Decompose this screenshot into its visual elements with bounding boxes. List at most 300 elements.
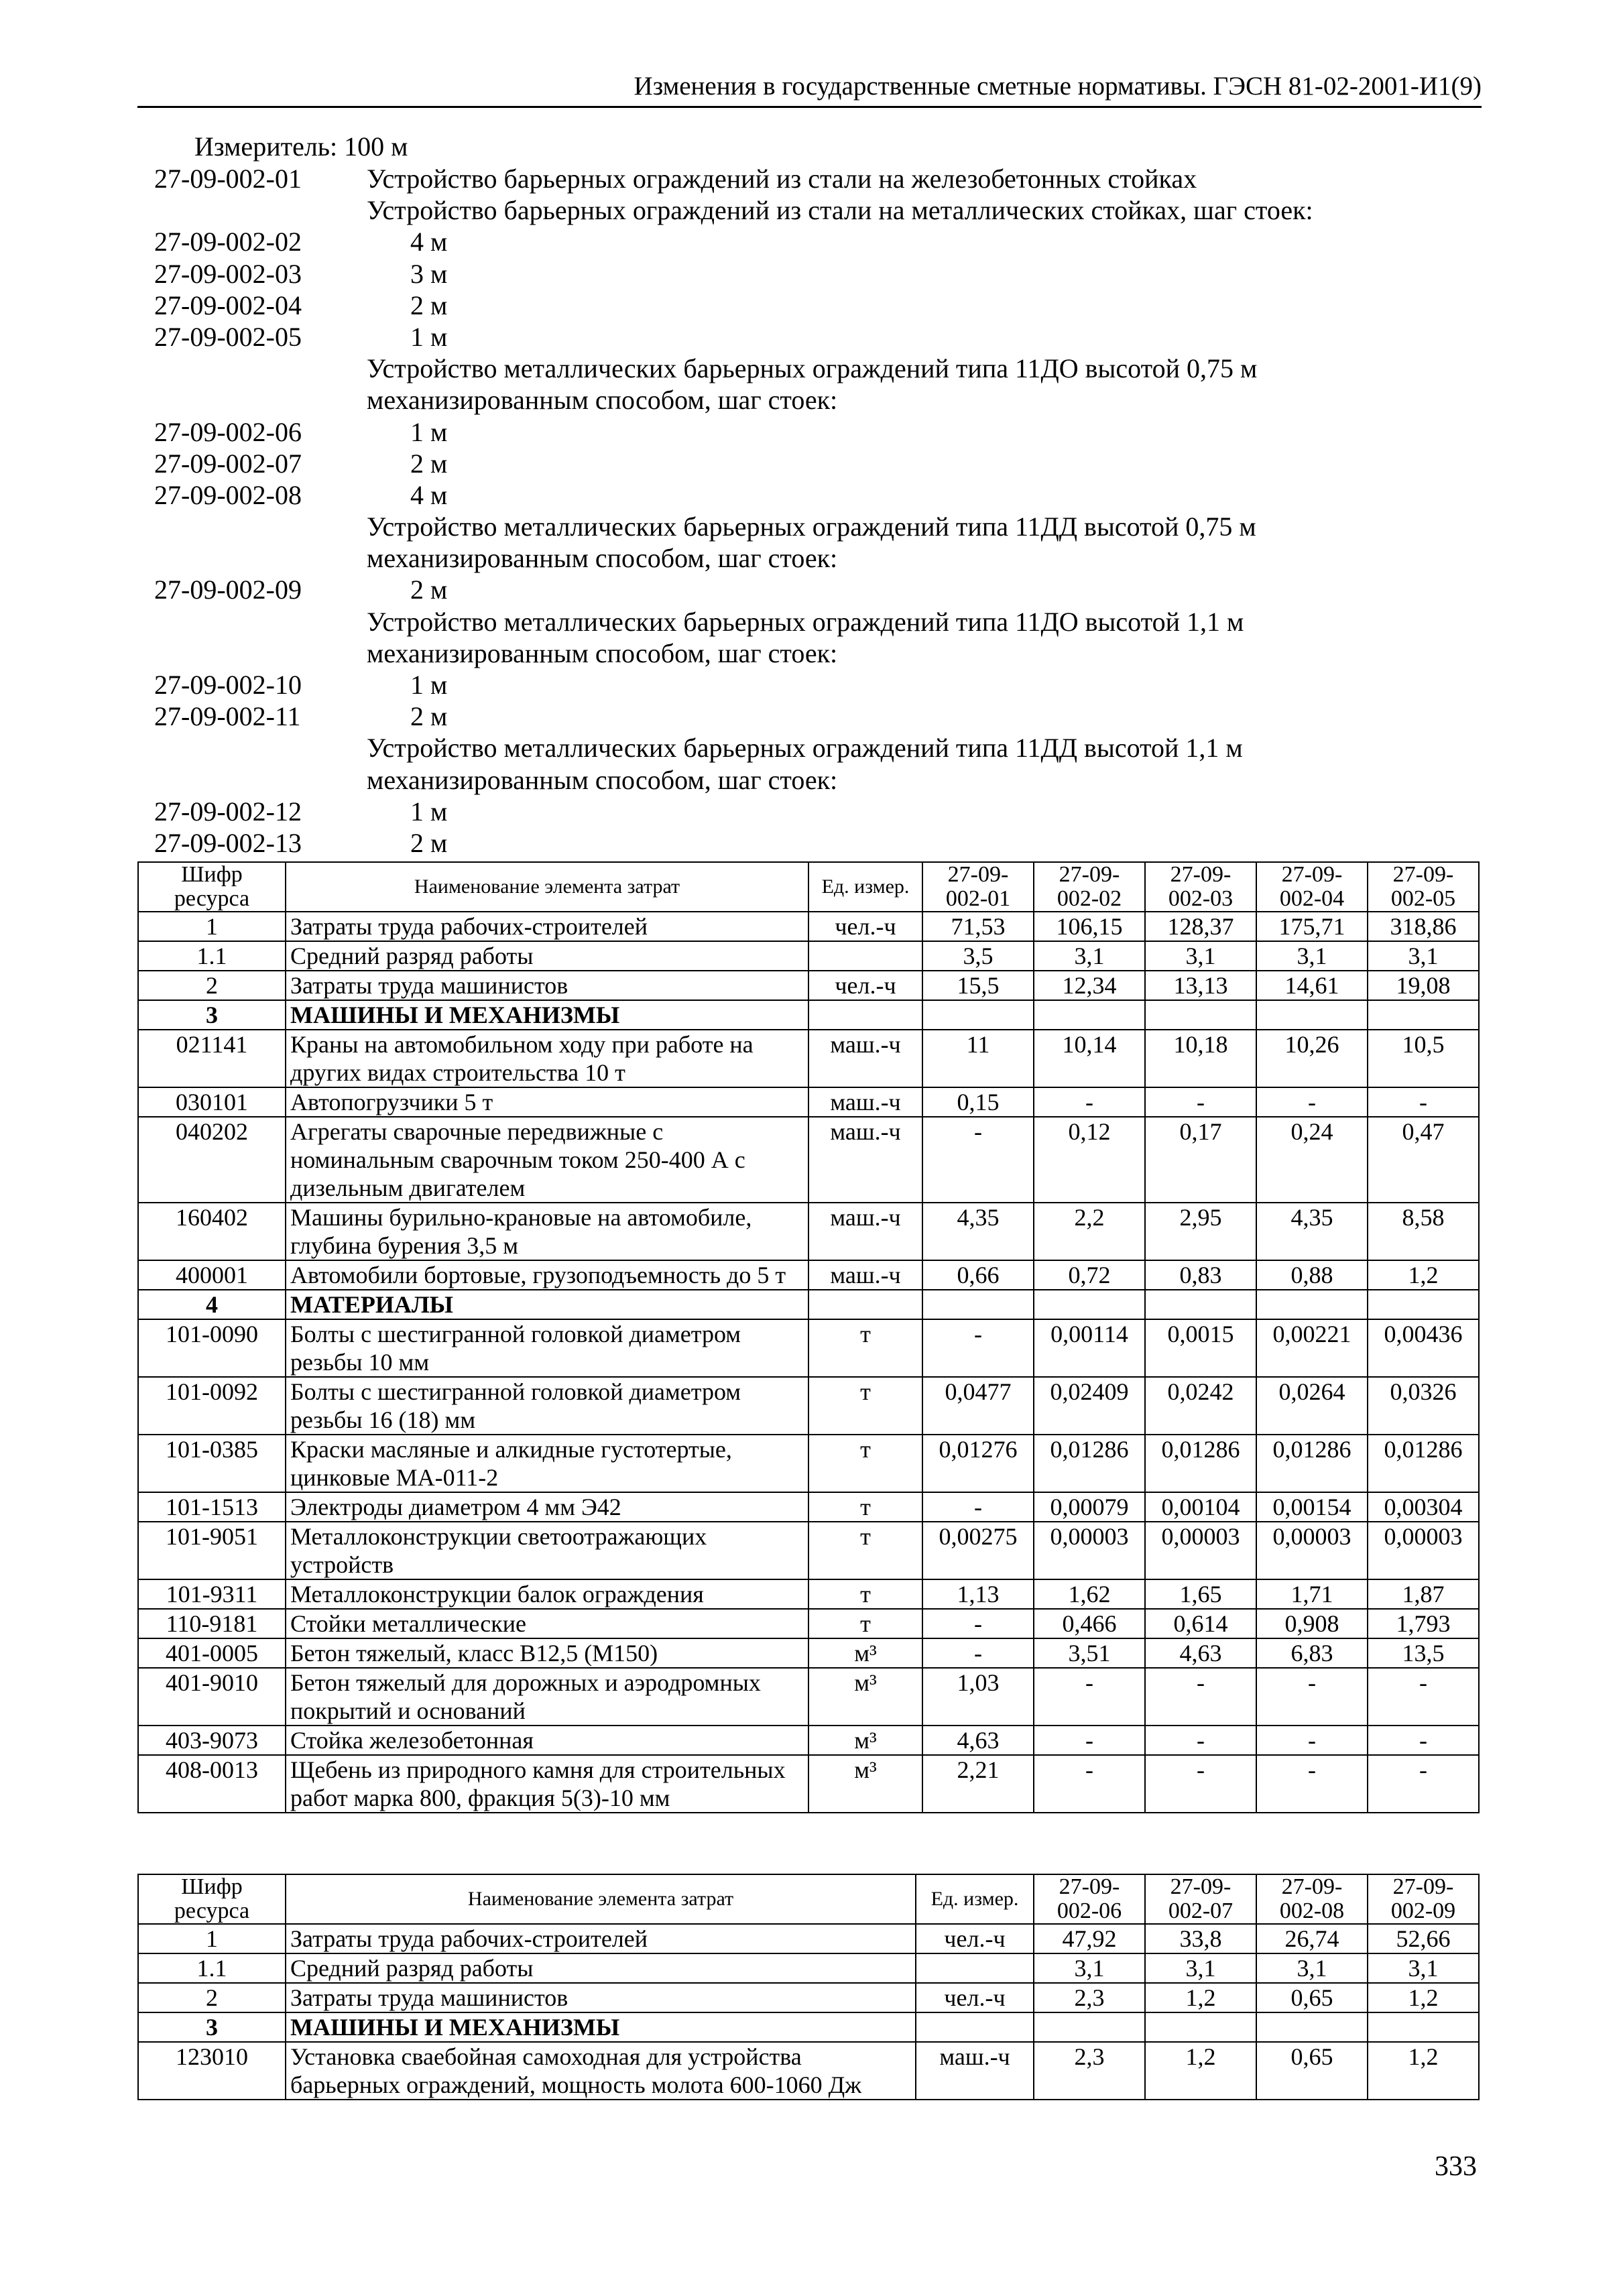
step-value: 1 м [410,670,448,700]
norm-value: 0,00104 [1145,1492,1256,1522]
norm-code [154,353,345,384]
step-value: 2 м [410,575,448,605]
resource-unit: т [808,1609,922,1638]
norm-value: 0,0242 [1145,1377,1256,1435]
code-line [154,194,1428,226]
norm-value: 0,00003 [1145,1522,1256,1579]
table-row [138,1638,1479,1668]
resource-unit: т [808,1579,922,1609]
table-row [138,1377,1479,1435]
table-row [138,1726,1479,1755]
resource-code: 401-0005 [138,1638,286,1668]
resource-unit: т [808,1492,922,1522]
norm-value: 3,1 [1145,941,1256,971]
code-line [154,416,1428,448]
code-line [154,479,1428,511]
resource-name: Затраты труда рабочих-строителей [286,1924,916,1953]
norm-value: 11 [922,1030,1034,1087]
resource-unit: м³ [808,1726,922,1755]
norm-code: 27-09-002-06 [154,416,302,447]
norm-code [154,194,345,226]
norm-value: - [922,1492,1034,1522]
norm-value: 1,793 [1368,1609,1479,1638]
resource-unit: маш.-ч [808,1117,922,1203]
resource-name: МАТЕРИАЛЫ [286,1290,808,1319]
norm-value: - [1368,1755,1479,1813]
norm-code: 27-09-002-04 [154,290,302,320]
header-row [138,1874,1479,1924]
norm-value [1368,1290,1479,1319]
resource-code: 408-0013 [138,1755,286,1813]
table-row [138,1203,1479,1260]
norm-value: 4,63 [922,1726,1034,1755]
norm-value: 0,0326 [1368,1377,1479,1435]
resource-name: Щебень из природного камня для строительных работ марка 800, фракция 5(3)-10 мм [286,1755,808,1813]
table-header [138,1874,1479,1924]
resource-unit: м³ [808,1755,922,1813]
work-title: Устройство металлических барьерных ограждений типа 11ДО высотой 1,1 м [367,606,1244,637]
norm-value: 2,95 [1145,1203,1256,1260]
resource-code: 403-9073 [138,1726,286,1755]
header-row [138,862,1479,912]
norm-value: 175,71 [1256,912,1368,941]
resource-code: 101-1513 [138,1492,286,1522]
norm-value: 0,01286 [1034,1435,1145,1492]
table-row [138,1030,1479,1087]
norm-value [922,1000,1034,1030]
resource-unit: чел.-ч [916,1983,1034,2012]
norm-value: - [922,1609,1034,1638]
norm-value: 1,2 [1368,2042,1479,2100]
resource-name: МАШИНЫ И МЕХАНИЗМЫ [286,2012,916,2042]
table-row [138,971,1479,1000]
step-value: 4 м [410,227,448,257]
resource-unit [808,1290,922,1319]
resource-unit: чел.-ч [808,912,922,941]
section-row [138,2012,1479,2042]
resource-unit: т [808,1377,922,1435]
resource-code: 400001 [138,1260,286,1290]
norm-value: 0,01286 [1256,1435,1368,1492]
code-line [154,226,1428,257]
norm-value: 1,71 [1256,1579,1368,1609]
code-line [154,796,1428,827]
norm-code: 27-09-002-05 [154,321,302,352]
resource-unit [808,1000,922,1030]
norm-value: 10,14 [1034,1030,1145,1087]
norm-value: 14,61 [1256,971,1368,1000]
norm-value [1256,2012,1368,2042]
work-title: механизированным способом, шаг стоек: [367,638,838,668]
code-line [154,638,1428,669]
norm-value: 10,5 [1368,1030,1479,1087]
resource-code: 2 [138,971,286,1000]
table-row [138,1492,1479,1522]
norm-value: 128,37 [1145,912,1256,941]
norm-value: 0,466 [1034,1609,1145,1638]
resource-code: 101-9311 [138,1579,286,1609]
col-header-norm: 27-09-002-01 [922,862,1034,912]
norm-value: - [1256,1755,1368,1813]
step-value: 1 м [410,416,448,447]
norm-code: 27-09-002-01 [154,164,302,194]
resource-name: Автопогрузчики 5 т [286,1087,808,1117]
norm-value: 1,03 [922,1668,1034,1726]
resource-name: Краны на автомобильном ходу при работе на других видах строительства 10 т [286,1030,808,1087]
code-line [154,353,1428,384]
norm-value: - [1145,1726,1256,1755]
resource-code: 4 [138,1290,286,1319]
code-line [154,163,1428,194]
norm-value: 2,3 [1034,1983,1145,2012]
norm-value: 0,614 [1145,1609,1256,1638]
norm-code: 27-09-002-08 [154,479,302,510]
page-header: Изменения в государственные сметные нормативы. ГЭСН 81-02-2001-И1(9) [137,67,1482,108]
col-header-norm: 27-09-002-03 [1145,862,1256,912]
norm-code: 27-09-002-12 [154,796,302,827]
norm-value: 0,01286 [1368,1435,1479,1492]
section-row [138,1290,1479,1319]
norm-value: 0,83 [1145,1260,1256,1290]
resource-name: Краски масляные и алкидные густотертые, цинковые МА-011-2 [286,1435,808,1492]
step-value: 2 м [410,701,448,732]
norm-value: 0,12 [1034,1117,1145,1203]
col-header-unit: Ед. измер. [916,1874,1034,1924]
norm-value [1034,1000,1145,1030]
norm-value: - [1034,1755,1145,1813]
norm-value: 4,63 [1145,1638,1256,1668]
resource-unit: маш.-ч [808,1203,922,1260]
norm-value: 1,87 [1368,1579,1479,1609]
norm-value: 0,01286 [1145,1435,1256,1492]
norm-value [922,1290,1034,1319]
resource-code: 110-9181 [138,1609,286,1638]
resource-unit: м³ [808,1668,922,1726]
norm-value: 4,35 [922,1203,1034,1260]
norm-value: 318,86 [1368,912,1479,941]
norm-value: 0,0264 [1256,1377,1368,1435]
code-line [154,321,1428,353]
col-header-norm: 27-09-002-08 [1256,1874,1368,1924]
norm-value: 0,24 [1256,1117,1368,1203]
resource-unit: т [808,1435,922,1492]
table-body [138,1924,1479,2100]
resource-code: 401-9010 [138,1668,286,1726]
norm-value: 1,2 [1145,2042,1256,2100]
norm-value: - [1034,1087,1145,1117]
table-row [138,1319,1479,1377]
resource-code: 3 [138,1000,286,1030]
resource-name: Стойка железобетонная [286,1726,808,1755]
norm-value: - [1145,1755,1256,1813]
step-value: 2 м [410,448,448,479]
code-line [154,669,1428,701]
table-row [138,912,1479,941]
norm-value: 19,08 [1368,971,1479,1000]
code-line [154,606,1428,638]
resource-name: Болты с шестигранной головкой диаметром резьбы 16 (18) мм [286,1377,808,1435]
norm-value: 71,53 [922,912,1034,941]
norm-value: 0,00436 [1368,1319,1479,1377]
norm-value: 0,17 [1145,1117,1256,1203]
resource-name: Машины бурильно-крановые на автомобиле, глубина бурения 3,5 м [286,1203,808,1260]
norm-value: 8,58 [1368,1203,1479,1260]
norm-value: 0,01276 [922,1435,1034,1492]
norm-code: 27-09-002-11 [154,701,301,732]
resource-code: 123010 [138,2042,286,2100]
resource-name: Металлоконструкции светоотражающих устройств [286,1522,808,1579]
norm-value: 0,00275 [922,1522,1034,1579]
norm-value: - [1145,1087,1256,1117]
step-value: 3 м [410,258,448,289]
norm-value: 0,00114 [1034,1319,1145,1377]
norm-value: - [922,1638,1034,1668]
norm-value: 0,00154 [1256,1492,1368,1522]
norm-value: 1,2 [1368,1260,1479,1290]
norm-value [1256,1290,1368,1319]
resource-unit: т [808,1319,922,1377]
table-body [138,912,1479,1813]
resource-name: Стойки металлические [286,1609,808,1638]
table-row [138,1953,1479,1983]
norm-value: 2,2 [1034,1203,1145,1260]
norm-code [154,384,345,416]
norm-value: 12,34 [1034,971,1145,1000]
norm-value [1034,1290,1145,1319]
work-title: Устройство барьерных ограждений из стали на металлических стойках, шаг стоек: [367,195,1313,226]
col-header-norm: 27-09-002-07 [1145,1874,1256,1924]
resource-name: Электроды диаметром 4 мм Э42 [286,1492,808,1522]
norm-value: - [1145,1668,1256,1726]
table-row [138,1435,1479,1492]
col-header-norm: 27-09-002-04 [1256,862,1368,912]
norm-value: 0,15 [922,1087,1034,1117]
resource-name: Средний разряд работы [286,1953,916,1983]
step-value: 1 м [410,321,448,352]
norm-value: 26,74 [1256,1924,1368,1953]
resource-code: 040202 [138,1117,286,1203]
resource-unit: чел.-ч [808,971,922,1000]
norm-value: 106,15 [1034,912,1145,941]
work-title: Устройство металлических барьерных ограждений типа 11ДО высотой 0,75 м [367,353,1258,384]
norm-code-list [154,163,1428,859]
code-line [154,542,1428,574]
code-line [154,290,1428,321]
col-header-norm: 27-09-002-05 [1368,862,1479,912]
norm-value: - [1256,1087,1368,1117]
resource-code: 101-0385 [138,1435,286,1492]
norm-value: 1,2 [1145,1983,1256,2012]
work-title: Устройство барьерных ограждений из стали на железобетонных стойках [367,164,1197,194]
resource-name: Затраты труда рабочих-строителей [286,912,808,941]
resource-unit: маш.-ч [808,1260,922,1290]
norm-value: 1,62 [1034,1579,1145,1609]
norm-value: 3,51 [1034,1638,1145,1668]
norm-code: 27-09-002-03 [154,258,302,289]
resource-name: Металлоконструкции балок ограждения [286,1579,808,1609]
resource-unit: м³ [808,1638,922,1668]
norm-value: 4,35 [1256,1203,1368,1260]
col-header-code: Шифр ресурса [138,862,286,912]
norm-value: 3,1 [1256,1953,1368,1983]
norm-value: - [1368,1087,1479,1117]
work-title: механизированным способом, шаг стоек: [367,764,838,795]
norm-value: 0,72 [1034,1260,1145,1290]
resource-code: 3 [138,2012,286,2042]
norm-code [154,764,345,796]
norm-code [154,732,345,764]
code-line [154,448,1428,479]
col-header-unit: Ед. измер. [808,862,922,912]
resource-code: 160402 [138,1203,286,1260]
table-row [138,1087,1479,1117]
resource-code: 1 [138,1924,286,1953]
norm-value [1368,1000,1479,1030]
norm-value: 0,0015 [1145,1319,1256,1377]
norm-value: 0,00079 [1034,1492,1145,1522]
page-number: 333 [1435,2151,1477,2182]
resource-name: Затраты труда машинистов [286,1983,916,2012]
step-value: 4 м [410,479,448,510]
resource-code: 101-0090 [138,1319,286,1377]
norm-value: 52,66 [1368,1924,1479,1953]
norm-value: - [1256,1726,1368,1755]
resource-table-2 [137,1874,1480,2100]
resource-name: Затраты труда машинистов [286,971,808,1000]
code-line [154,701,1428,732]
col-header-name: Наименование элемента затрат [286,862,808,912]
norm-value: 0,00003 [1368,1522,1479,1579]
norm-value: 0,65 [1256,1983,1368,2012]
norm-value: - [1368,1726,1479,1755]
norm-value: - [1368,1668,1479,1726]
step-value: 2 м [410,290,448,320]
norm-value [1368,2012,1479,2042]
norm-code [154,638,345,669]
table-row [138,1579,1479,1609]
step-value: 1 м [410,796,448,827]
table-row [138,2042,1479,2100]
resource-code: 030101 [138,1087,286,1117]
norm-value: 3,1 [1368,1953,1479,1983]
norm-code: 27-09-002-02 [154,227,302,257]
norm-value: - [1256,1668,1368,1726]
resource-name: Болты с шестигранной головкой диаметром резьбы 10 мм [286,1319,808,1377]
col-header-code: Шифр ресурса [138,1874,286,1924]
resource-code: 1.1 [138,1953,286,1983]
norm-value: 0,00304 [1368,1492,1479,1522]
norm-value: 3,1 [1256,941,1368,971]
resource-name: МАШИНЫ И МЕХАНИЗМЫ [286,1000,808,1030]
resource-unit: маш.-ч [808,1087,922,1117]
norm-value: 3,1 [1145,1953,1256,1983]
norm-code [154,606,345,638]
norm-value: - [1034,1668,1145,1726]
norm-value: 0,02409 [1034,1377,1145,1435]
norm-value: - [922,1319,1034,1377]
norm-value: 1,65 [1145,1579,1256,1609]
norm-code: 27-09-002-09 [154,575,302,605]
table-row [138,1924,1479,1953]
norm-code [154,542,345,574]
norm-value: 2,21 [922,1755,1034,1813]
resource-code: 101-9051 [138,1522,286,1579]
resource-code: 1.1 [138,941,286,971]
norm-value [1145,1000,1256,1030]
norm-value: 0,00003 [1034,1522,1145,1579]
col-header-norm: 27-09-002-09 [1368,1874,1479,1924]
resource-unit: маш.-ч [808,1030,922,1087]
norm-code: 27-09-002-13 [154,827,302,858]
table-row [138,1260,1479,1290]
norm-value: 13,13 [1145,971,1256,1000]
table-row [138,1522,1479,1579]
norm-value: 3,5 [922,941,1034,971]
norm-value [1034,2012,1145,2042]
work-title: механизированным способом, шаг стоек: [367,543,838,574]
norm-value: - [1034,1726,1145,1755]
norm-value: 1,2 [1368,1983,1479,2012]
resource-unit [916,1953,1034,1983]
code-line [154,764,1428,796]
work-title: Устройство металлических барьерных ограждений типа 11ДД высотой 1,1 м [367,733,1243,764]
code-line [154,732,1428,764]
resource-unit [808,941,922,971]
norm-value: 0,66 [922,1260,1034,1290]
resource-unit: т [808,1522,922,1579]
table-row [138,941,1479,971]
resource-name: Установка сваебойная самоходная для устройства барьерных ограждений, мощность молота 600-1060 Дж [286,2042,916,2100]
norm-value: 47,92 [1034,1924,1145,1953]
norm-value: 10,26 [1256,1030,1368,1087]
table-row [138,1755,1479,1813]
resource-name: Агрегаты сварочные передвижные с номинальным сварочным током 250-400 А с дизельным двигателем [286,1117,808,1203]
resource-code: 101-0092 [138,1377,286,1435]
resource-code: 2 [138,1983,286,2012]
resource-code: 1 [138,912,286,941]
col-header-norm: 27-09-002-06 [1034,1874,1145,1924]
table-row [138,1668,1479,1726]
resource-unit: маш.-ч [916,2042,1034,2100]
norm-value [1145,1290,1256,1319]
resource-name: Бетон тяжелый, класс В12,5 (М150) [286,1638,808,1668]
norm-code [154,511,345,542]
norm-value: 3,1 [1034,941,1145,971]
resource-unit [916,2012,1034,2042]
norm-value: 33,8 [1145,1924,1256,1953]
code-line [154,574,1428,605]
section-row [138,1000,1479,1030]
resource-unit: чел.-ч [916,1924,1034,1953]
norm-value: 0,908 [1256,1609,1368,1638]
norm-value: 6,83 [1256,1638,1368,1668]
table-row [138,1117,1479,1203]
resource-name: Бетон тяжелый для дорожных и аэродромных покрытий и оснований [286,1668,808,1726]
table-row [138,1609,1479,1638]
step-value: 2 м [410,827,448,858]
norm-value: 3,1 [1034,1953,1145,1983]
work-title: механизированным способом, шаг стоек: [367,385,838,416]
norm-value: - [922,1117,1034,1203]
table-header [138,862,1479,912]
norm-value: 0,65 [1256,2042,1368,2100]
measure-unit: Измеритель: 100 м [194,131,408,162]
norm-value: 1,13 [922,1579,1034,1609]
code-line [154,827,1428,859]
resource-name: Автомобили бортовые, грузоподъемность до 5 т [286,1260,808,1290]
col-header-norm: 27-09-002-02 [1034,862,1145,912]
norm-value [1145,2012,1256,2042]
